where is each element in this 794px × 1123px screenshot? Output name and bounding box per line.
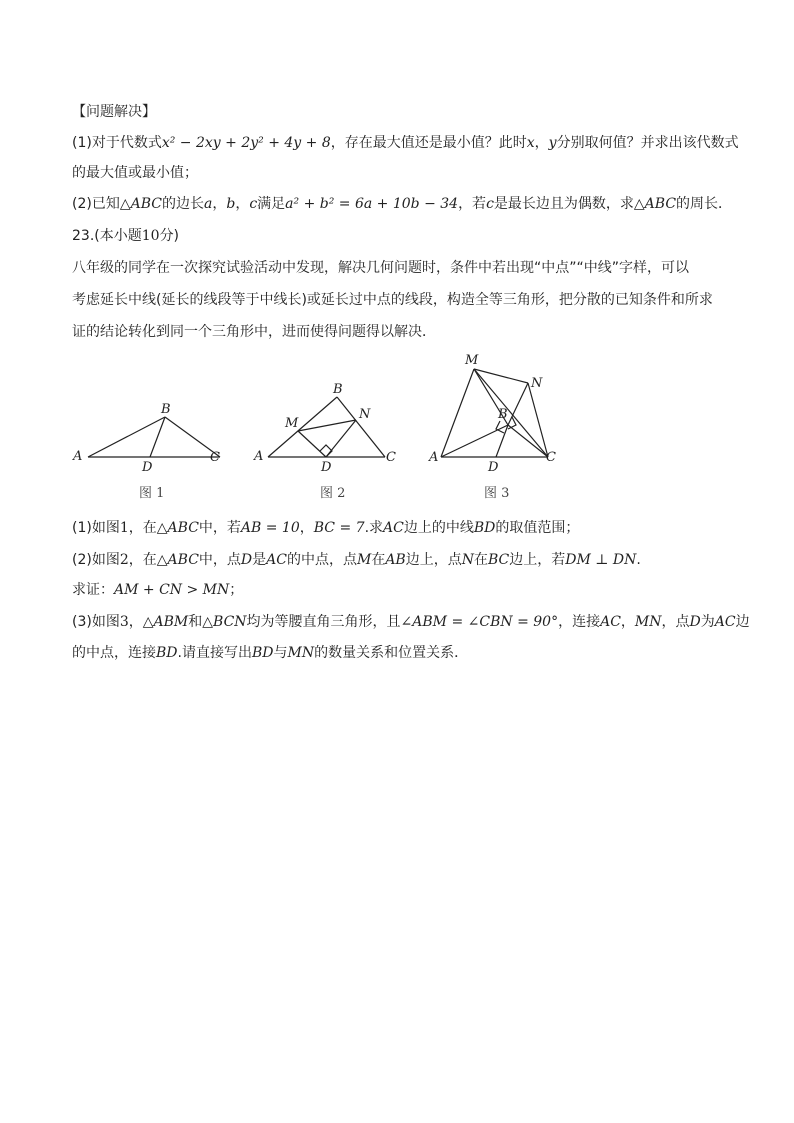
fig2-label-C: C: [386, 450, 396, 465]
figure-2-caption: 图 2: [320, 486, 346, 501]
question-3-line-2: 的中点，连接BD.请直接写出BD与MN的数量关系和位置关系．: [72, 645, 469, 661]
fig3-label-D: D: [488, 460, 499, 475]
fig1-label-D: D: [142, 460, 153, 475]
section-title: 【问题解决】: [72, 104, 156, 120]
fig3-label-B: B: [498, 407, 508, 422]
problem-1-line-1: (1)对于代数式x² − 2xy + 2y² + 4y + 8，存在最大值还是最小值？此时x，y分别取何值？并求出该代数式: [72, 135, 739, 151]
intro-line-1: 八年级的同学在一次探究试验活动中发现，解决几何问题时，条件中若出现“中点”“中线”字样，可以: [72, 260, 690, 276]
question-3-line-1: (3)如图3，△ABM和△BCN均为等腰直角三角形，且∠ABM = ∠CBN = 90°，连接AC，MN，点D为AC边: [72, 614, 750, 630]
problem-2-line: (2)已知△ABC的边长a，b，c满足a² + b² = 6a + 10b − 34，若c是最长边且为偶数，求△ABC的周长．: [72, 196, 733, 212]
fig3-label-C: C: [546, 450, 556, 465]
fig3-label-N: N: [531, 376, 543, 391]
fig2-label-N: N: [359, 407, 371, 422]
figure-1: [88, 417, 220, 457]
question-23-header: 23.(本小题10分): [72, 228, 180, 244]
figure-1-caption: 图 1: [139, 486, 165, 501]
fig2-label-B: B: [333, 382, 343, 397]
fig3-label-M: M: [465, 353, 479, 368]
fig1-label-B: B: [161, 402, 171, 417]
fig2-label-D: D: [321, 460, 332, 475]
fig1-label-A: A: [73, 449, 83, 464]
question-2-line: (2)如图2，在△ABC中，点D是AC的中点，点M在AB边上，点N在BC边上，若DM ⊥ DN.: [72, 552, 641, 568]
fig3-label-A: A: [429, 450, 439, 465]
fig1-label-C: C: [210, 450, 220, 465]
expression: x² − 2xy + 2y² + 4y + 8: [161, 135, 331, 151]
intro-line-2: 考虑延长中线(延长的线段等于中线长)或延长过中点的线段，构造全等三角形，把分散的已知条件和所求: [72, 292, 713, 308]
fig2-label-A: A: [254, 449, 264, 464]
question-1-line: (1)如图1，在△ABC中，若AB = 10，BC = 7.求AC边上的中线BD的取值范围；: [72, 520, 580, 536]
equation: a² + b² = 6a + 10b − 34: [285, 196, 459, 212]
problem-1-line-2: 的最大值或最小值；: [72, 165, 198, 181]
figure-3-caption: 图 3: [484, 486, 510, 501]
fig2-label-M: M: [285, 416, 299, 431]
intro-line-3: 证的结论转化到同一个三角形中，进而使得问题得以解决．: [72, 324, 436, 340]
proof-line: 求证：AM + CN > MN；: [72, 582, 244, 598]
